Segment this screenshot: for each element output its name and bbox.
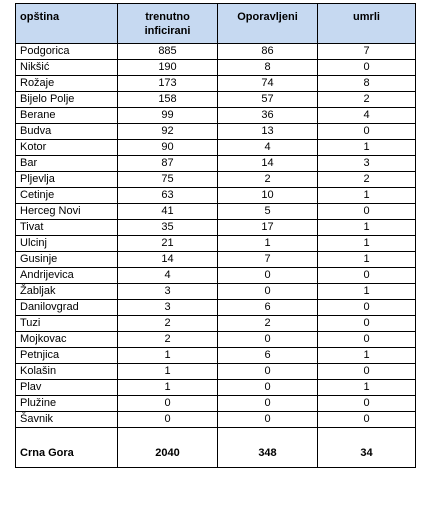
table-row xyxy=(16,252,416,268)
cell-infected: 2 xyxy=(118,316,218,332)
cell-name: Tivat xyxy=(16,220,118,236)
table-row xyxy=(16,284,416,300)
cell-infected: 41 xyxy=(118,204,218,220)
cell-infected: 885 xyxy=(118,44,218,60)
total-cell-name: Crna Gora xyxy=(16,441,118,468)
cell-name: Berane xyxy=(16,108,118,124)
cell-name: Pljevlja xyxy=(16,172,118,188)
cell-infected: 75 xyxy=(118,172,218,188)
cell-deaths: 0 xyxy=(318,204,416,220)
cell-name: Bijelo Polje xyxy=(16,92,118,108)
cell-recovered: 2 xyxy=(218,172,318,188)
cell-infected: 1 xyxy=(118,348,218,364)
cell-recovered: 36 xyxy=(218,108,318,124)
cell-recovered: 0 xyxy=(218,268,318,284)
table-row xyxy=(16,124,416,140)
cell-name: Herceg Novi xyxy=(16,204,118,220)
table-row xyxy=(16,268,416,284)
cell-infected: 173 xyxy=(118,76,218,92)
cell-infected: 99 xyxy=(118,108,218,124)
cell-name: Bar xyxy=(16,156,118,172)
table-row xyxy=(16,332,416,348)
cell-deaths: 0 xyxy=(318,316,416,332)
table-row xyxy=(16,140,416,156)
table-row xyxy=(16,172,416,188)
cell-infected: 1 xyxy=(118,380,218,396)
cell-infected: 190 xyxy=(118,60,218,76)
table-row xyxy=(16,92,416,108)
cell-deaths: 2 xyxy=(318,172,416,188)
table-body xyxy=(16,44,416,468)
cell-name: Plav xyxy=(16,380,118,396)
spacer-cell xyxy=(218,428,318,441)
cell-recovered: 6 xyxy=(218,300,318,316)
cell-name: Kotor xyxy=(16,140,118,156)
cell-recovered: 7 xyxy=(218,252,318,268)
cell-recovered: 6 xyxy=(218,348,318,364)
cell-recovered: 17 xyxy=(218,220,318,236)
spacer-cell xyxy=(16,428,118,441)
cell-recovered: 0 xyxy=(218,364,318,380)
cell-recovered: 0 xyxy=(218,396,318,412)
cell-recovered: 0 xyxy=(218,332,318,348)
cell-deaths: 3 xyxy=(318,156,416,172)
spacer-cell xyxy=(318,428,416,441)
header-recovered: Oporavljeni xyxy=(218,4,318,44)
cell-name: Šavnik xyxy=(16,412,118,428)
cell-name: Danilovgrad xyxy=(16,300,118,316)
cell-recovered: 0 xyxy=(218,380,318,396)
cell-name: Gusinje xyxy=(16,252,118,268)
header-deaths: umrli xyxy=(318,4,416,44)
cell-infected: 92 xyxy=(118,124,218,140)
total-cell-recovered: 348 xyxy=(218,441,318,468)
table-row xyxy=(16,204,416,220)
cell-infected: 63 xyxy=(118,188,218,204)
table-row xyxy=(16,348,416,364)
cell-recovered: 2 xyxy=(218,316,318,332)
cell-name: Ulcinj xyxy=(16,236,118,252)
table-row xyxy=(16,220,416,236)
cell-deaths: 1 xyxy=(318,252,416,268)
table-row xyxy=(16,236,416,252)
cell-deaths: 8 xyxy=(318,76,416,92)
table-row xyxy=(16,396,416,412)
cell-deaths: 1 xyxy=(318,236,416,252)
spacer-cell xyxy=(118,428,218,441)
table-row xyxy=(16,188,416,204)
cell-recovered: 57 xyxy=(218,92,318,108)
cell-deaths: 1 xyxy=(318,188,416,204)
cell-infected: 3 xyxy=(118,300,218,316)
table-row xyxy=(16,60,416,76)
cell-recovered: 74 xyxy=(218,76,318,92)
cell-recovered: 1 xyxy=(218,236,318,252)
cell-deaths: 1 xyxy=(318,348,416,364)
table-row xyxy=(16,316,416,332)
cell-infected: 87 xyxy=(118,156,218,172)
header-currently-infected: trenutno inficirani xyxy=(118,4,218,44)
cell-infected: 4 xyxy=(118,268,218,284)
cell-recovered: 5 xyxy=(218,204,318,220)
header-municipality: opština xyxy=(16,4,118,44)
cell-recovered: 0 xyxy=(218,284,318,300)
cell-deaths: 1 xyxy=(318,284,416,300)
cell-recovered: 14 xyxy=(218,156,318,172)
cell-deaths: 0 xyxy=(318,60,416,76)
cell-deaths: 1 xyxy=(318,220,416,236)
cell-infected: 0 xyxy=(118,396,218,412)
table-row xyxy=(16,156,416,172)
cell-deaths: 0 xyxy=(318,364,416,380)
cell-name: Plužine xyxy=(16,396,118,412)
cell-name: Cetinje xyxy=(16,188,118,204)
cell-name: Žabljak xyxy=(16,284,118,300)
cell-name: Rožaje xyxy=(16,76,118,92)
cell-recovered: 8 xyxy=(218,60,318,76)
table-row xyxy=(16,364,416,380)
cell-deaths: 0 xyxy=(318,332,416,348)
cell-name: Budva xyxy=(16,124,118,140)
cell-infected: 0 xyxy=(118,412,218,428)
cell-infected: 90 xyxy=(118,140,218,156)
cell-recovered: 4 xyxy=(218,140,318,156)
cell-name: Petnjica xyxy=(16,348,118,364)
cell-infected: 1 xyxy=(118,364,218,380)
cell-name: Kolašin xyxy=(16,364,118,380)
municipality-covid-table xyxy=(15,3,416,468)
total-cell-infected: 2040 xyxy=(118,441,218,468)
cell-infected: 35 xyxy=(118,220,218,236)
municipality-table-container xyxy=(15,3,415,468)
cell-deaths: 4 xyxy=(318,108,416,124)
table-row xyxy=(16,44,416,60)
cell-infected: 2 xyxy=(118,332,218,348)
cell-deaths: 0 xyxy=(318,124,416,140)
cell-infected: 3 xyxy=(118,284,218,300)
cell-name: Nikšić xyxy=(16,60,118,76)
table-header-row xyxy=(16,4,416,44)
table-row xyxy=(16,108,416,124)
table-row xyxy=(16,380,416,396)
cell-deaths: 2 xyxy=(318,92,416,108)
cell-recovered: 0 xyxy=(218,412,318,428)
cell-recovered: 10 xyxy=(218,188,318,204)
table-row xyxy=(16,300,416,316)
cell-deaths: 0 xyxy=(318,268,416,284)
cell-deaths: 7 xyxy=(318,44,416,60)
table-total-row xyxy=(16,441,416,468)
cell-infected: 21 xyxy=(118,236,218,252)
total-cell-deaths: 34 xyxy=(318,441,416,468)
table-row xyxy=(16,412,416,428)
cell-name: Podgorica xyxy=(16,44,118,60)
cell-recovered: 13 xyxy=(218,124,318,140)
cell-name: Tuzi xyxy=(16,316,118,332)
table-row xyxy=(16,76,416,92)
cell-recovered: 86 xyxy=(218,44,318,60)
cell-deaths: 1 xyxy=(318,380,416,396)
cell-infected: 158 xyxy=(118,92,218,108)
cell-name: Andrijevica xyxy=(16,268,118,284)
cell-deaths: 1 xyxy=(318,140,416,156)
cell-deaths: 0 xyxy=(318,412,416,428)
cell-deaths: 0 xyxy=(318,300,416,316)
table-spacer-row xyxy=(16,428,416,441)
cell-deaths: 0 xyxy=(318,396,416,412)
cell-infected: 14 xyxy=(118,252,218,268)
cell-name: Mojkovac xyxy=(16,332,118,348)
